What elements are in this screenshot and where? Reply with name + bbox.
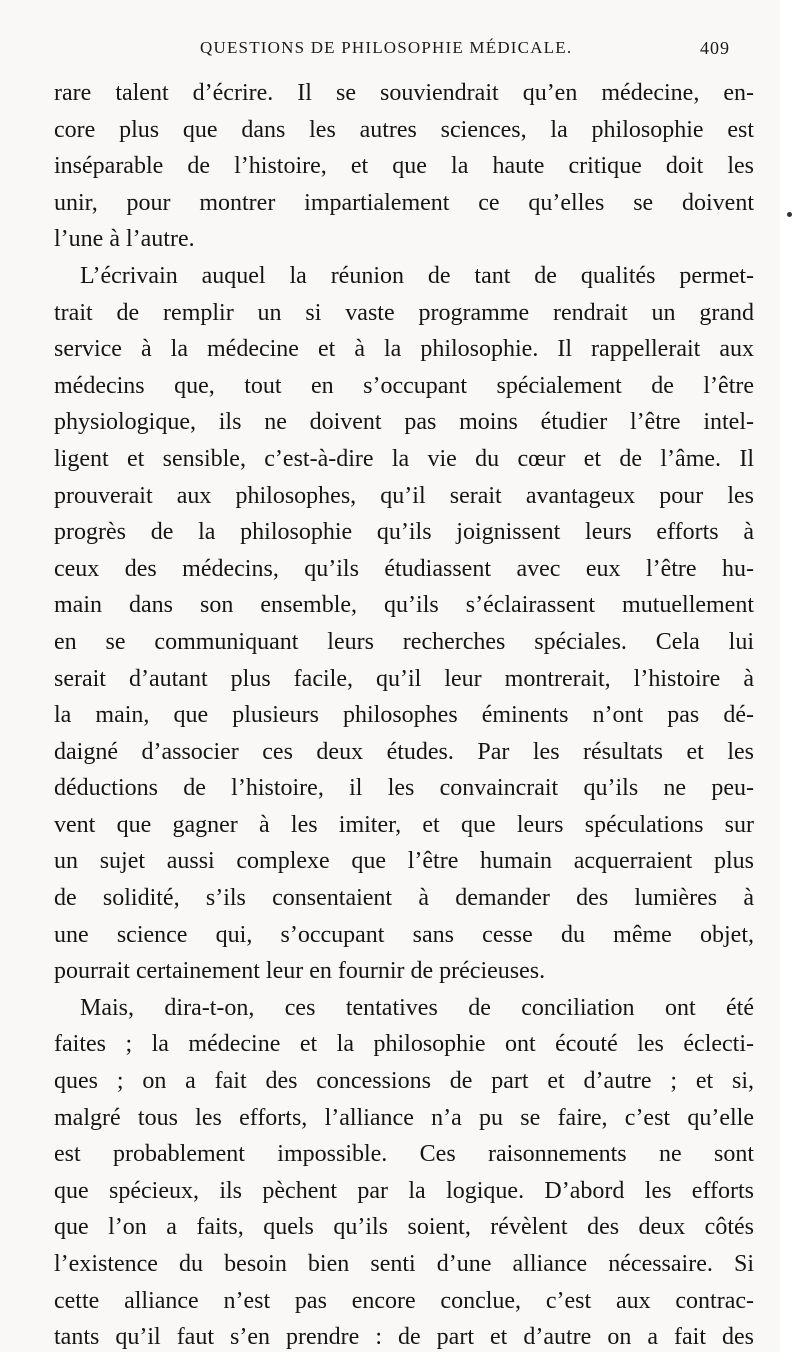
running-head-title: QUESTIONS DE PHILOSOPHIE MÉDICALE.: [200, 38, 573, 57]
text-line: pourrait certainement leur en fournir de précieuses.: [54, 958, 546, 985]
text-line: service à la médecine et à la philosophie. Il rappellerait aux: [54, 336, 754, 363]
text-line: l’existence du besoin bien senti d’une alliance nécessaire. Si: [54, 1251, 754, 1277]
text-line: déductions de l’histoire, il les convaincrait qu’ils ne peu-: [54, 775, 754, 802]
text-line: malgré tous les efforts, l’alliance n’a pu se faire, c’est qu’elle: [54, 1104, 754, 1131]
text-line: daigné d’associer ces deux études. Par les résultats et les: [54, 738, 754, 765]
text-line: tants qu’il faut s’en prendre : de part et d’autre on a fait des: [54, 1324, 754, 1351]
text-line: en se communiquant leurs recherches spéciales. Cela lui: [54, 628, 754, 655]
text-line: physiologique, ils ne doivent pas moins étudier l’être intel-: [54, 409, 754, 436]
text-line: faites ; la médecine et la philosophie ont écouté les éclecti-: [54, 1031, 754, 1058]
text-line: ceux des médecins, qu’ils étudiassent avec eux l’être hu-: [54, 555, 754, 582]
text-line: trait de remplir un si vaste programme rendrait un grand: [54, 299, 754, 326]
page-number: 409: [700, 38, 730, 58]
text-line: inséparable de l’histoire, et que la haute critique doit les: [54, 153, 754, 180]
text-line: unir, pour montrer impartialement ce qu’elles se doivent: [54, 189, 754, 216]
text-line: L’écrivain auquel la réunion de tant de qualités permet-: [80, 262, 754, 289]
text-line: une science qui, s’occupant sans cesse du même objet,: [54, 921, 754, 948]
text-line: de solidité, s’ils consentaient à demander des lumières à: [54, 885, 754, 912]
text-line: rare talent d’écrire. Il se souviendrait qu’en médecine, en-: [54, 80, 754, 106]
text-line: core plus que dans les autres sciences, la philosophie est: [54, 116, 754, 143]
margin-speck: [787, 212, 792, 217]
text-line: serait d’autant plus facile, qu’il leur montrerait, l’histoire à: [54, 665, 754, 692]
text-line: que l’on a faits, quels qu’ils soient, révèlent des deux côtés: [54, 1214, 754, 1241]
text-line: un sujet aussi complexe que l’être humain acquerraient plus: [54, 848, 754, 875]
text-line: ques ; on a fait des concessions de part et d’autre ; et si,: [54, 1068, 754, 1095]
text-line: main dans son ensemble, qu’ils s’éclairassent mutuellement: [54, 592, 754, 619]
text-line: Mais, dira-t-on, ces tentatives de conciliation ont été: [80, 994, 754, 1021]
running-head: [0, 38, 780, 68]
text-line: ligent et sensible, c’est-à-dire la vie du cœur et de l’âme. Il: [54, 445, 754, 472]
text-line: médecins que, tout en s’occupant spécialement de l’être: [54, 372, 754, 399]
text-line: cette alliance n’est pas encore conclue, c’est aux contrac-: [54, 1287, 754, 1314]
text-line: la main, que plusieurs philosophes éminents n’ont pas dé-: [54, 702, 754, 729]
text-line: progrès de la philosophie qu’ils joignissent leurs efforts à: [54, 519, 754, 546]
text-line: prouverait aux philosophes, qu’il serait avantageux pour les: [54, 482, 754, 509]
body-text: [54, 75, 754, 1352]
page-margin: [780, 0, 800, 1352]
text-line: est probablement impossible. Ces raisonnements ne sont: [54, 1141, 754, 1168]
text-line: que spécieux, ils pèchent par la logique. D’abord les efforts: [54, 1177, 754, 1204]
text-line: vent que gagner à les imiter, et que leurs spéculations sur: [54, 811, 754, 838]
text-line: l’une à l’autre.: [54, 226, 195, 253]
